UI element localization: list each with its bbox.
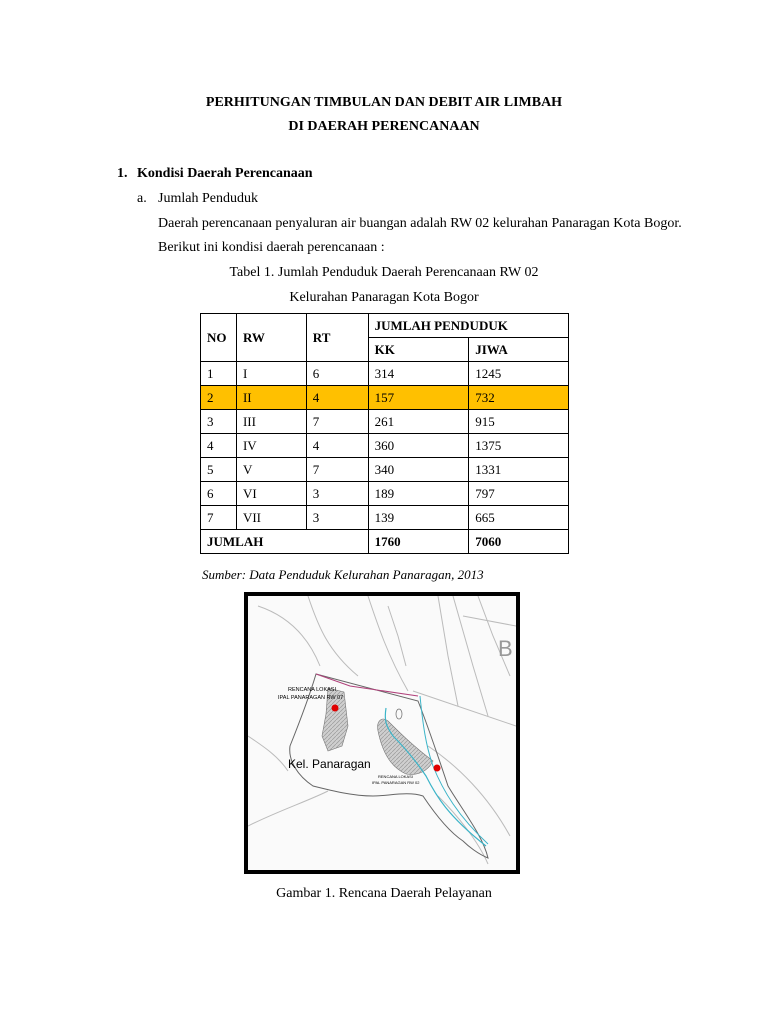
map-label-kelurahan: Kel. Panaragan [288, 757, 371, 771]
cell-jiwa: 1375 [469, 434, 569, 458]
subsection-title: Jumlah Penduduk [158, 191, 258, 206]
cell-rw: VII [236, 506, 306, 530]
section-title: Kondisi Daerah Perencanaan [137, 166, 313, 181]
cell-rt: 7 [306, 410, 368, 434]
cell-jiwa: 665 [469, 506, 569, 530]
table-row [201, 410, 569, 434]
total-label: JUMLAH [201, 530, 369, 554]
table-row [201, 458, 569, 482]
header-no: NO [201, 314, 237, 362]
cell-rt: 4 [306, 434, 368, 458]
cell-jiwa: 797 [469, 482, 569, 506]
table-row [201, 506, 569, 530]
cell-no: 3 [201, 410, 237, 434]
cell-rt: 3 [306, 506, 368, 530]
map-label-lokasi-rw07-line1: RENCANA LOKASI [288, 687, 336, 693]
cell-kk: 261 [368, 410, 469, 434]
cell-jiwa: 1331 [469, 458, 569, 482]
map-label-lokasi-rw07-line2: IPAL PANARAGAN RW 07 [278, 695, 344, 701]
cell-rw: VI [236, 482, 306, 506]
total-kk: 1760 [368, 530, 469, 554]
cell-rw: V [236, 458, 306, 482]
population-table [200, 313, 569, 554]
cell-rw: II [236, 386, 306, 410]
paragraph-line2: Berikut ini kondisi daerah perencanaan : [158, 240, 385, 255]
table-caption-line2: Kelurahan Panaragan Kota Bogor [289, 290, 479, 305]
cell-rw: III [236, 410, 306, 434]
table-row [201, 362, 569, 386]
map-label-lokasi-rw02-line1: RENCANA LOKASI [378, 774, 413, 779]
source-note: Sumber: Data Penduduk Kelurahan Panaragan, 2013 [202, 567, 484, 582]
document-title-line1: PERHITUNGAN TIMBULAN DAN DEBIT AIR LIMBAH [205, 95, 563, 110]
total-jiwa: 7060 [469, 530, 569, 554]
table-caption-line1: Tabel 1. Jumlah Penduduk Daerah Perencanaan RW 02 [229, 265, 539, 280]
map-label-lokasi-rw02-line2: IPAL PANARAGAN RW 02 [372, 780, 420, 785]
document-title-line2: DI DAERAH PERENCANAAN [288, 119, 480, 134]
subsection-letter: a. [137, 191, 147, 206]
cell-kk: 360 [368, 434, 469, 458]
cell-no: 6 [201, 482, 237, 506]
cell-rw: IV [236, 434, 306, 458]
cell-no: 1 [201, 362, 237, 386]
cell-kk: 157 [368, 386, 469, 410]
table-total-row [201, 530, 569, 554]
cell-rt: 3 [306, 482, 368, 506]
cell-jiwa: 915 [469, 410, 569, 434]
cell-kk: 314 [368, 362, 469, 386]
header-kk: KK [368, 338, 469, 362]
cell-rw: I [236, 362, 306, 386]
cell-jiwa: 1245 [469, 362, 569, 386]
cell-no: 2 [201, 386, 237, 410]
section-number: 1. [117, 166, 128, 181]
header-rw: RW [236, 314, 306, 362]
service-area-map [244, 592, 520, 874]
cell-kk: 340 [368, 458, 469, 482]
figure-caption: Gambar 1. Rencana Daerah Pelayanan [276, 886, 492, 901]
paragraph-line1: Daerah perencanaan penyaluran air buangan adalah RW 02 kelurahan Panaragan Kota Bogor. [158, 216, 682, 231]
cell-no: 7 [201, 506, 237, 530]
cell-rt: 6 [306, 362, 368, 386]
table-row [201, 434, 569, 458]
header-rt: RT [306, 314, 368, 362]
header-jumlah-penduduk: JUMLAH PENDUDUK [368, 314, 568, 338]
cell-kk: 189 [368, 482, 469, 506]
header-jiwa: JIWA [469, 338, 569, 362]
cell-rt: 7 [306, 458, 368, 482]
planning-area-rw02 [378, 719, 433, 774]
table-row-highlighted [201, 386, 569, 410]
table-row [201, 482, 569, 506]
cell-rt: 4 [306, 386, 368, 410]
cell-no: 4 [201, 434, 237, 458]
map-drawing [248, 596, 516, 870]
cell-no: 5 [201, 458, 237, 482]
map-corner-letter: B [498, 636, 513, 661]
ipal-marker-rw02 [434, 765, 441, 772]
ipal-marker-rw07 [332, 705, 339, 712]
cell-jiwa: 732 [469, 386, 569, 410]
cell-kk: 139 [368, 506, 469, 530]
